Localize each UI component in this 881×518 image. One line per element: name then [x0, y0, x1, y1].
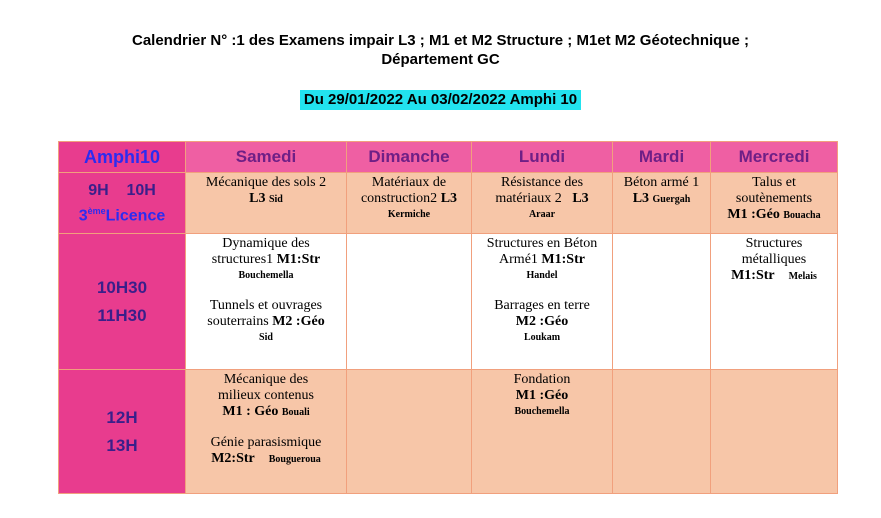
exam-teacher: Bouchemella [238, 270, 294, 281]
exam-subject-cont: matériaux 2 [495, 191, 562, 206]
exam-meta [186, 451, 346, 468]
exam-subject: Fondation [513, 372, 571, 387]
exam-level: L3 [440, 191, 458, 206]
exam-cell [186, 173, 347, 234]
day-header-mercredi: Mercredi [711, 142, 838, 173]
exam-cell [711, 234, 838, 370]
exam-teacher: Bougueroua [268, 454, 321, 465]
time-start: 12H [106, 407, 138, 427]
header-row [59, 142, 838, 173]
date-range-banner: Du 29/01/2022 Au 03/02/2022 Amphi 10 [300, 90, 581, 110]
exam-teacher: Bouchemella [514, 406, 570, 417]
room-header: Amphi10 [59, 142, 186, 173]
slot-row-3 [59, 370, 838, 494]
exam-meta [711, 207, 837, 224]
exam-subject-cont: métalliques [741, 252, 807, 267]
exam-level: M2 :Géo [272, 314, 325, 329]
exam-level: M1:Str [276, 252, 321, 267]
exam-cell [472, 173, 613, 234]
exam-schedule-table [58, 141, 838, 494]
time-label: 9H 10H [88, 181, 156, 199]
exam-level: M2:Str [211, 451, 255, 466]
exam-meta [186, 404, 346, 421]
exam-subject-cont: structures1 [211, 252, 274, 267]
exam-level: M1:Str [731, 268, 775, 283]
exam-subject: Matériaux de [371, 175, 447, 190]
exam-level: M1 :Géo [515, 388, 569, 403]
spacer [186, 421, 346, 435]
time-slot-2 [59, 234, 186, 370]
exam-subject: Structures en Béton [486, 236, 598, 251]
exam-level: L3 [632, 191, 650, 206]
exam-subject: Génie parasismique [210, 435, 322, 450]
exam-cell [186, 370, 347, 494]
exam-teacher: Sid [268, 194, 283, 205]
day-header-samedi: Samedi [186, 142, 347, 173]
time-end: 11H30 [97, 305, 147, 325]
empty-cell [347, 234, 472, 370]
exam-subject-cont: soutènements [735, 191, 813, 206]
exam-meta [711, 268, 837, 285]
exam-cell [472, 370, 613, 494]
day-header-dimanche: Dimanche [347, 142, 472, 173]
empty-cell [613, 370, 711, 494]
exam-teacher: Handel [526, 270, 558, 281]
empty-cell [347, 370, 472, 494]
empty-cell [711, 370, 838, 494]
page-subtitle: Département GC [381, 51, 500, 68]
time-end: 13H [106, 435, 138, 455]
time-slot-1 [59, 173, 186, 234]
exam-teacher: Melais [788, 271, 817, 282]
exam-subject: Structures [745, 236, 803, 251]
exam-subject: Mécanique des [223, 372, 309, 387]
date-range-wrapper [0, 90, 881, 110]
exam-meta [186, 314, 346, 330]
day-header-lundi: Lundi [472, 142, 613, 173]
spacer [472, 284, 612, 298]
exam-teacher: Kermiche [387, 209, 431, 220]
slot-row-1 [59, 173, 838, 234]
exam-cell [347, 173, 472, 234]
exam-subject: Tunnels et ouvrages [209, 298, 323, 313]
exam-subject: Béton armé 1 [623, 175, 700, 190]
exam-teacher: Araar [528, 209, 556, 220]
exam-meta [186, 191, 346, 208]
exam-subject: Barrages en terre [494, 298, 590, 313]
exam-level: L3 [249, 191, 266, 206]
empty-cell [613, 234, 711, 370]
exam-meta [613, 191, 710, 208]
exam-teacher: Bouacha [783, 210, 821, 221]
exam-teacher: Guergah [652, 194, 691, 205]
exam-level: M2 :Géo [515, 314, 569, 329]
exam-subject-cont: souterrains [207, 314, 269, 329]
level-label: 3èmeLicence [78, 205, 166, 225]
exam-subject: Dynamique des [222, 236, 310, 251]
time-start: 10H30 [96, 277, 148, 297]
exam-meta [347, 191, 471, 207]
exam-level: M1 : Géo [222, 404, 279, 419]
day-header-mardi: Mardi [613, 142, 711, 173]
exam-subject: Mécanique des sols 2 [205, 175, 327, 190]
exam-teacher: Bouali [281, 407, 310, 418]
exam-subject-cont: Armé1 [499, 252, 538, 267]
exam-level: M1:Str [541, 252, 585, 267]
exam-level: L3 [572, 191, 589, 206]
exam-subject: Résistance des [500, 175, 584, 190]
exam-teacher: Loukam [523, 332, 561, 343]
exam-cell [613, 173, 711, 234]
exam-meta [472, 191, 612, 207]
spacer [186, 284, 346, 298]
exam-cell [186, 234, 347, 370]
exam-subject-cont: construction2 [360, 191, 438, 206]
slot-row-2 [59, 234, 838, 370]
exam-cell [711, 173, 838, 234]
exam-meta [186, 252, 346, 268]
exam-level: M1 :Géo [727, 207, 780, 222]
exam-meta [472, 252, 612, 268]
exam-subject: Talus et [752, 175, 796, 190]
exam-teacher: Sid [259, 332, 273, 343]
exam-subject-cont: milieux contenus [217, 388, 315, 403]
exam-cell [472, 234, 613, 370]
time-slot-3 [59, 370, 186, 494]
page-title: Calendrier N° :1 des Examens impair L3 ; M1 et M2 Structure ; M1et M2 Géotechnique ; [132, 32, 749, 49]
